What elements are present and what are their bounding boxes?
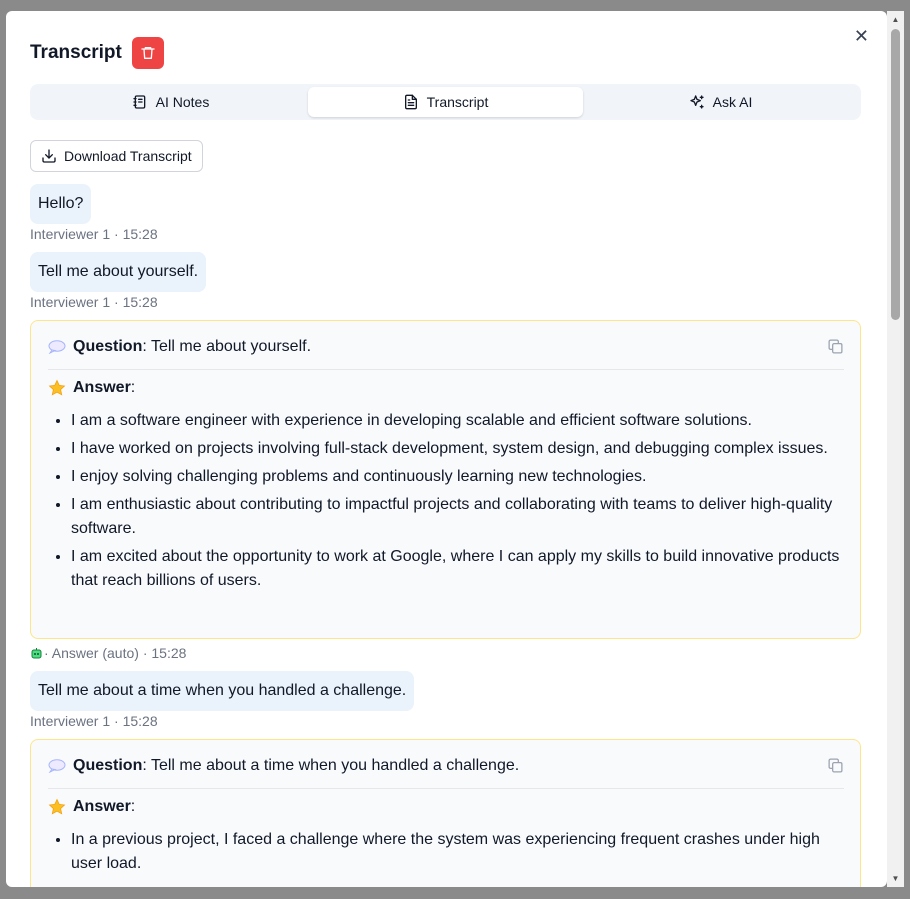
answer-bullet: • I have worked on projects involving full-stack development, system design, and debugging complex issues. — [71, 437, 846, 461]
tab-transcript[interactable] — [308, 87, 583, 117]
question-text: : Tell me about a time when you handled a challenge. — [142, 757, 520, 774]
message-meta: Interviewer 1 · 15:28 — [30, 294, 158, 310]
robot-icon — [30, 646, 44, 660]
answer-bullet: • In a previous project, I faced a challenge where the system was experiencing frequent crashes under high user load. — [71, 828, 846, 876]
question-text: : Tell me about yourself. — [142, 338, 312, 355]
star-icon — [48, 798, 66, 816]
speech-bubble-icon — [48, 340, 66, 354]
message-bubble: Tell me about a time when you handled a challenge. — [30, 671, 414, 711]
download-transcript-button[interactable] — [30, 140, 203, 172]
answer-label: Answer — [73, 798, 131, 815]
sparkles-icon — [689, 94, 705, 110]
tab-label: Ask AI — [712, 94, 753, 110]
message-bubble: Tell me about yourself. — [30, 252, 206, 292]
tab-ai-notes[interactable] — [33, 87, 308, 117]
answer-row — [48, 798, 135, 816]
answer-bullet: • I am enthusiastic about contributing to impactful projects and collaborating with teams to deliver high-quality software. — [71, 493, 846, 541]
message-meta: Interviewer 1 · 15:28 — [30, 226, 158, 242]
answer-label: Answer — [73, 379, 131, 396]
answer-bullet: • I enjoy solving challenging problems and continuously learning new technologies. — [71, 465, 846, 489]
download-icon — [41, 148, 57, 164]
tab-label: AI Notes — [155, 94, 210, 110]
answer-bullet: • I am a software engineer with experience in developing scalable and efficient software solutions. — [71, 409, 846, 433]
scrollbar-thumb[interactable] — [891, 29, 900, 320]
scroll-up-arrow-icon[interactable]: ▲ — [891, 15, 900, 24]
modal-header — [30, 37, 164, 69]
answer-bullet: • I am excited about the opportunity to work at Google, where I can apply my skills to build innovative products that reach billions of users. — [71, 545, 846, 593]
answer-row — [48, 379, 135, 397]
transcript-modal — [6, 11, 887, 887]
scroll-down-arrow-icon[interactable]: ▼ — [891, 874, 900, 883]
scrollbar[interactable] — [887, 11, 904, 887]
answer-colon: : — [130, 798, 136, 815]
answer-card — [30, 320, 861, 639]
copy-button[interactable] — [827, 757, 844, 779]
file-text-icon — [403, 94, 419, 110]
message-bubble: Hello? — [30, 184, 91, 224]
answer-list — [48, 409, 846, 597]
answer-list — [48, 828, 846, 880]
speech-bubble-icon — [48, 759, 66, 773]
answer-card — [30, 739, 861, 887]
delete-button[interactable] — [132, 37, 164, 69]
tab-bar — [30, 84, 861, 120]
star-icon — [48, 379, 66, 397]
answer-meta-text: · Answer (auto) · 15:28 — [44, 645, 187, 661]
answer-meta — [30, 645, 186, 661]
trash-icon — [140, 45, 156, 61]
modal-title: Transcript — [30, 42, 122, 63]
copy-icon — [827, 757, 844, 774]
answer-colon: : — [130, 379, 136, 396]
tab-ask-ai[interactable] — [583, 87, 858, 117]
question-label: Question — [73, 338, 143, 355]
download-label: Download Transcript — [64, 148, 192, 164]
tab-label: Transcript — [426, 94, 489, 110]
question-label: Question — [73, 757, 143, 774]
question-row — [48, 757, 519, 775]
copy-button[interactable] — [827, 338, 844, 360]
copy-icon — [827, 338, 844, 355]
card-divider — [48, 788, 844, 789]
close-icon[interactable]: ✕ — [853, 26, 869, 46]
question-row — [48, 338, 311, 356]
notebook-icon — [132, 94, 148, 110]
message-meta: Interviewer 1 · 15:28 — [30, 713, 158, 729]
card-divider — [48, 369, 844, 370]
